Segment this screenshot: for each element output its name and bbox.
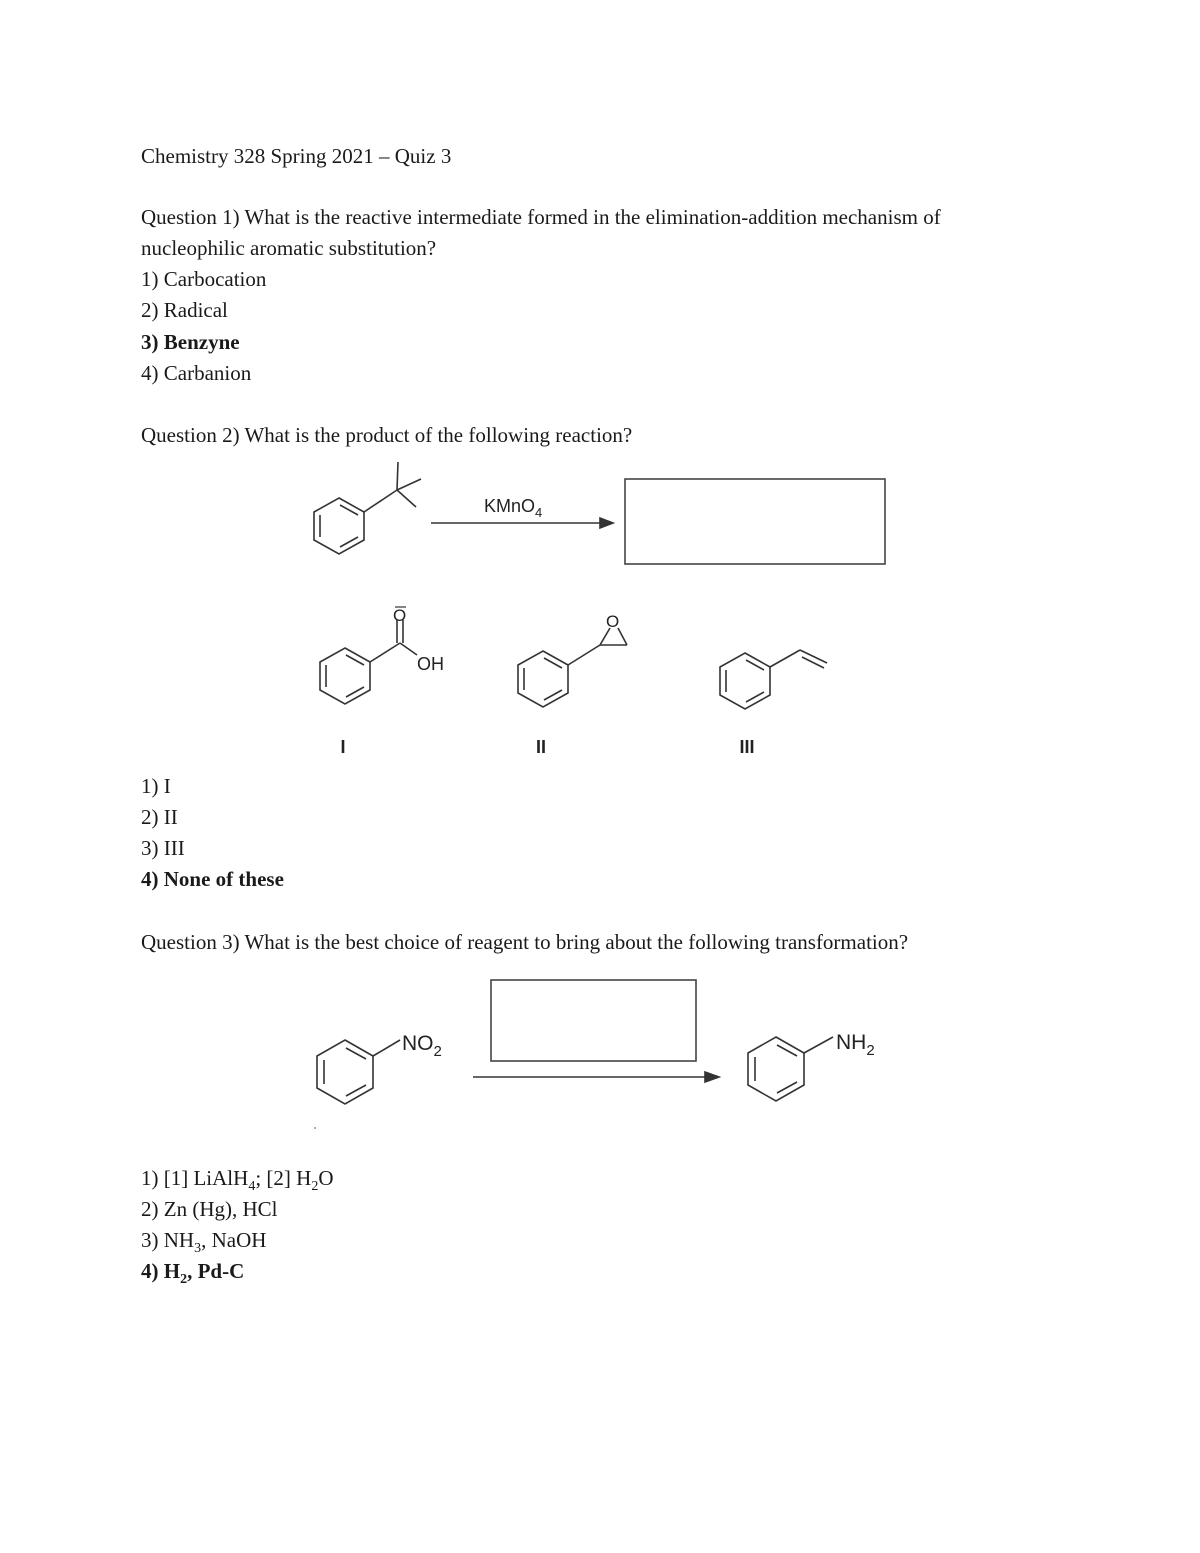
reactant-group-label: $NO_2$ — [402, 1032, 442, 1060]
structure-II-styrene-oxide — [518, 628, 627, 707]
q2-option-4-answer: 4) None of these — [141, 867, 284, 891]
q3-option-2: 2) Zn (Hg), HCl — [141, 1197, 278, 1221]
q2-reaction-scheme — [300, 455, 900, 585]
q2-candidate-structures — [300, 595, 860, 765]
q2-option-3: 3) III — [141, 836, 185, 860]
q1-option-3-answer: 3) Benzyne — [141, 330, 240, 354]
reagent-label: KMnO$_4$ — [484, 496, 543, 520]
product-group-label: $NH_2$ — [836, 1031, 875, 1059]
nitrobenzene-structure — [317, 1040, 400, 1104]
aniline-structure — [748, 1037, 833, 1101]
reaction-arrow — [473, 1072, 719, 1082]
q2-option-2: 2) II — [141, 805, 178, 829]
structure-label-III: III — [739, 737, 755, 757]
q2-option-1: 1) I — [141, 774, 171, 798]
q2-answer-box — [625, 479, 885, 564]
q1-text-line1: Question 1) What is the reactive intermediate formed in the elimination-addition mechanism of — [141, 205, 941, 229]
q1-option-4: 4) Carbanion — [141, 361, 252, 385]
q3-option-1: 1) [1] LiAlH$_4$; [2] $H_2O$ — [141, 1166, 334, 1195]
structure-III-styrene — [720, 650, 827, 709]
q3-option-3: 3) $NH_3$, NaOH — [141, 1228, 267, 1257]
q2-text: Question 2) What is the product of the following reaction? — [141, 423, 633, 447]
page-title: Chemistry 328 Spring 2021 – Quiz 3 — [141, 144, 452, 168]
structure-label-II: II — [535, 737, 547, 757]
q3-option-4-answer: 4) $H_2$, Pd-C — [141, 1259, 245, 1288]
structure-I-benzoic-acid — [320, 620, 417, 704]
structure-I-oh-label: OH — [417, 654, 444, 674]
q1-text-line2: nucleophilic aromatic substitution? — [141, 236, 437, 260]
q1-option-1: 1) Carbocation — [141, 267, 267, 291]
reaction-arrow — [431, 518, 613, 528]
q3-text: Question 3) What is the best choice of reagent to bring about the following transformation? — [141, 930, 909, 954]
structure-I-carbonyl-o: O — [393, 606, 407, 625]
structure-label-I: I — [340, 737, 346, 757]
q3-answer-box — [491, 980, 696, 1061]
structure-II-epoxide-o: O — [606, 612, 620, 631]
q1-option-2: 2) Radical — [141, 298, 228, 322]
tert-butylbenzene-structure — [314, 462, 421, 554]
q3-transformation-scheme — [300, 972, 900, 1137]
